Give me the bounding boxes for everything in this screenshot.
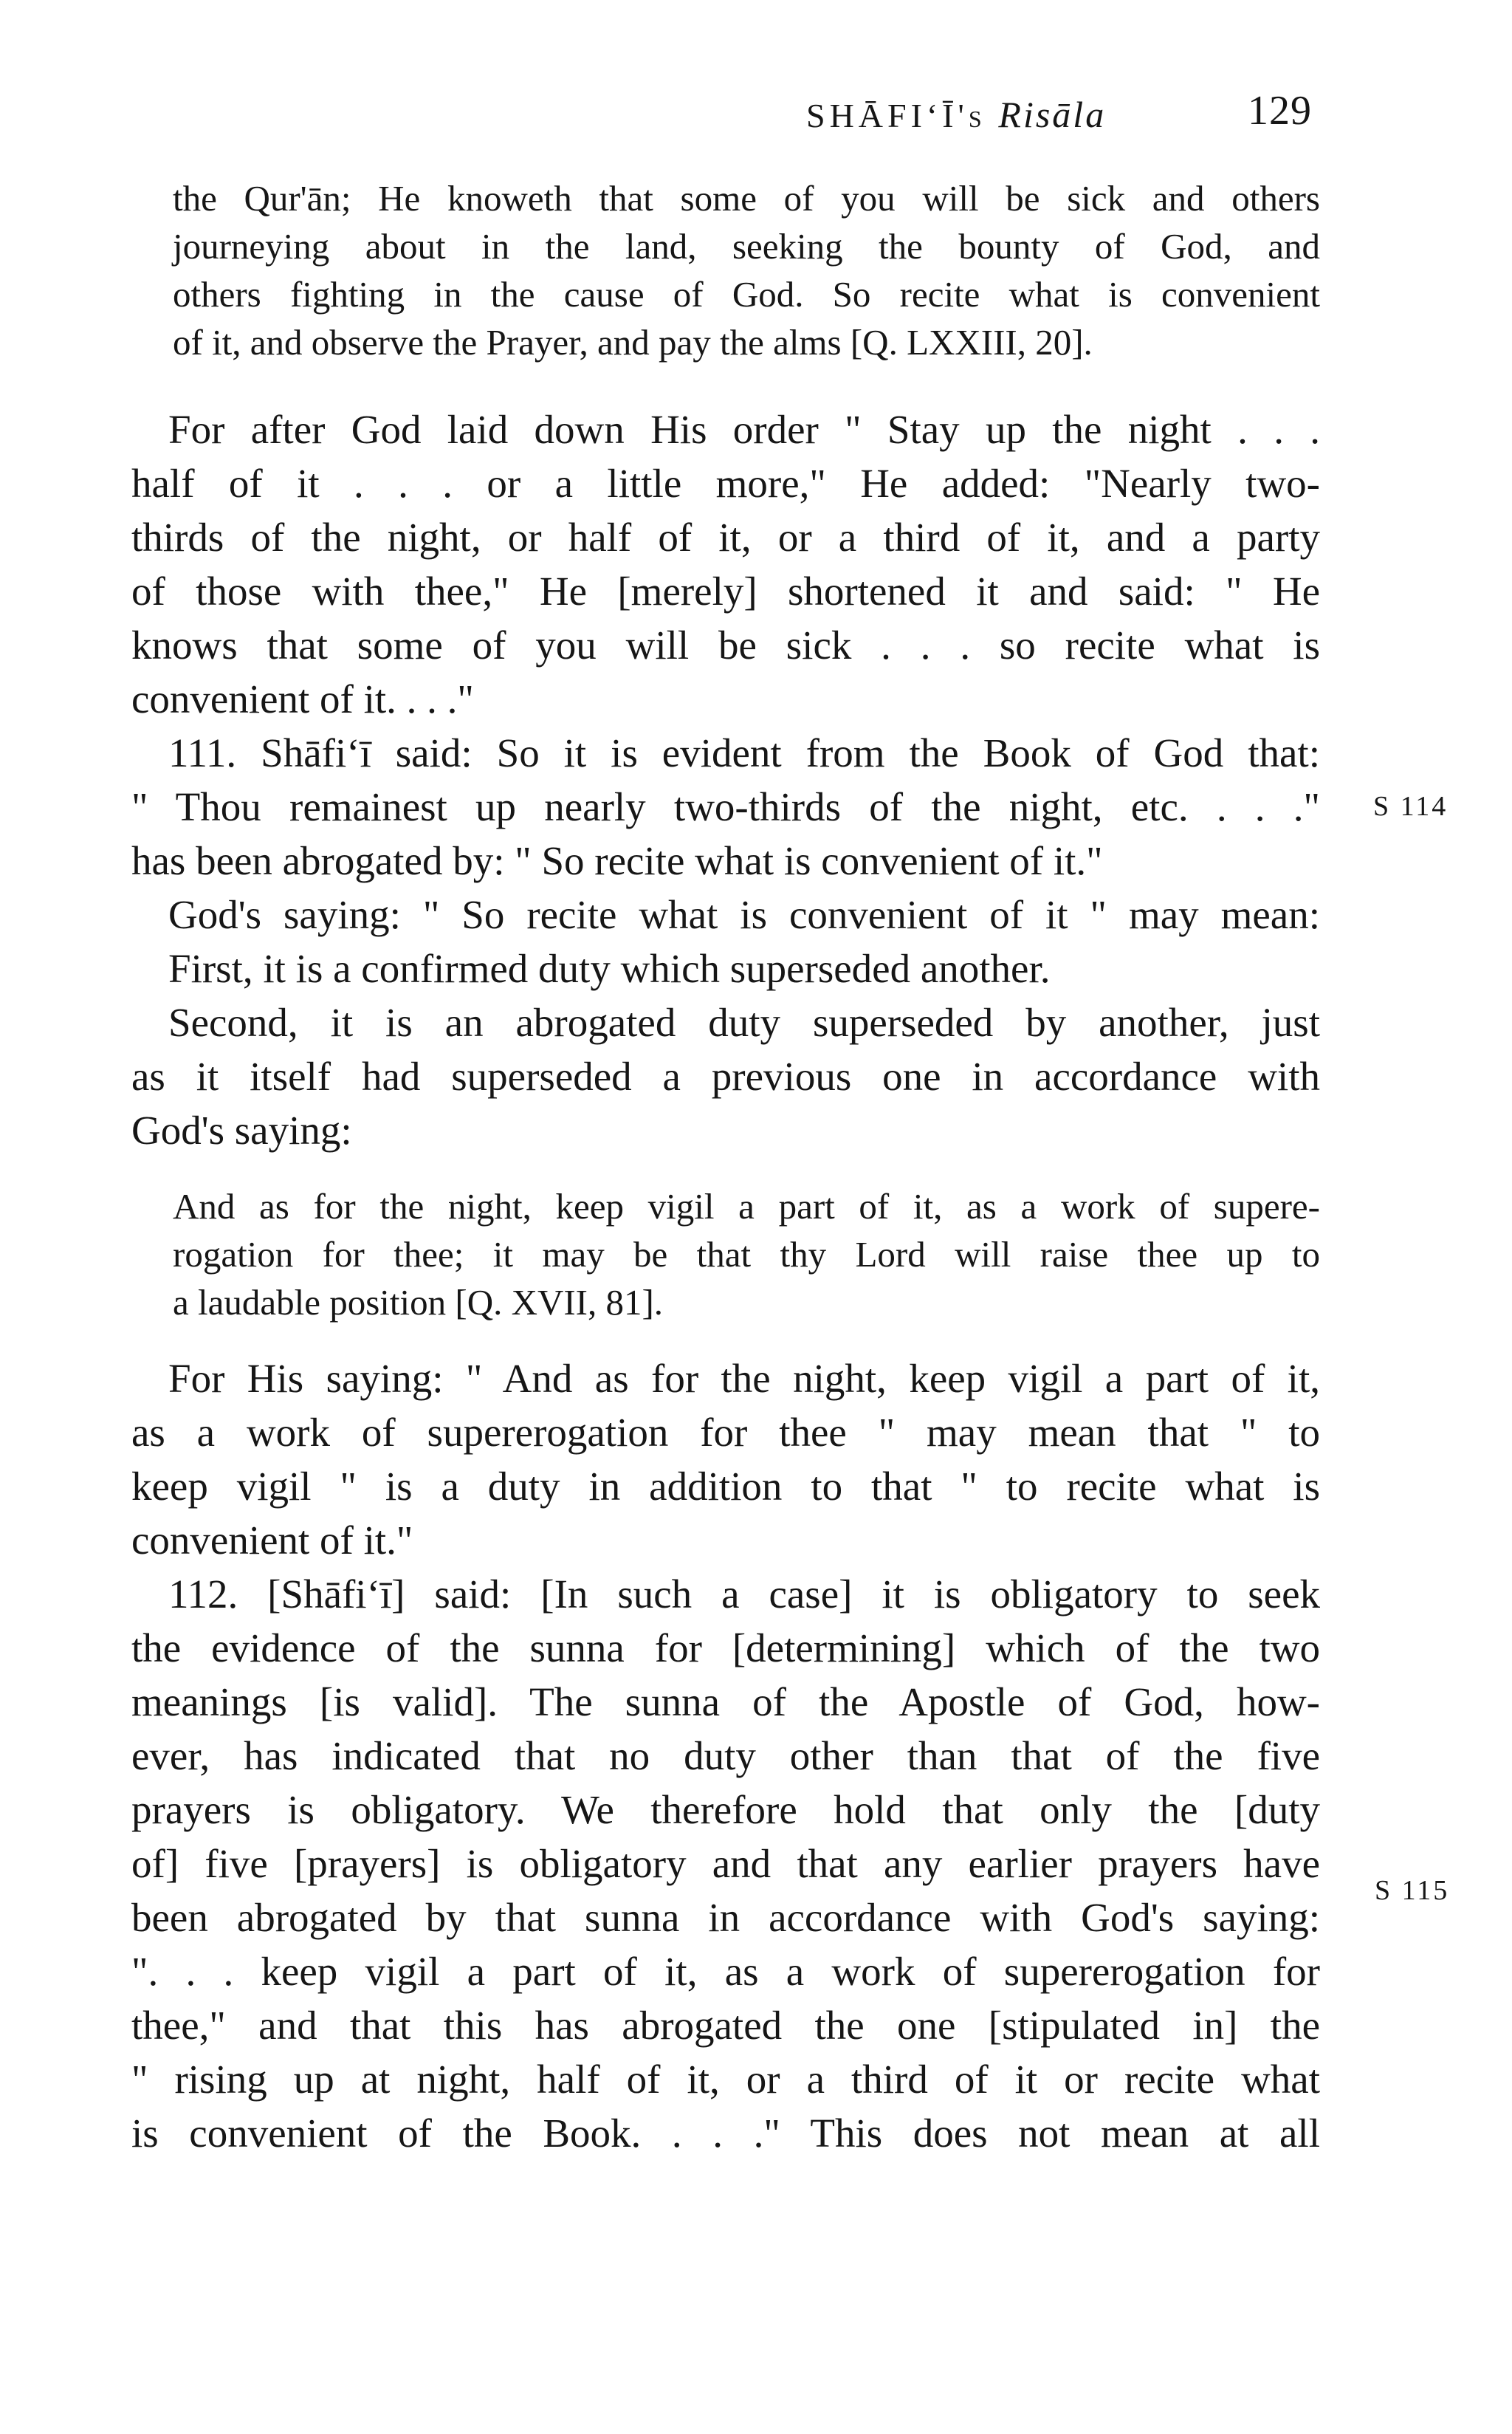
text-line: convenient of it." bbox=[131, 1518, 413, 1563]
quote-line: a laudable position [Q. XVII, 81]. bbox=[173, 1282, 664, 1323]
paragraph-112-start: 112. [Shāfi‘ī] said: [In such a case] it is obligatory to seek bbox=[168, 1571, 1320, 1617]
text-line: " Thou remainest up nearly two-thirds of the night, etc. . . ." bbox=[131, 784, 1320, 829]
text-line: " rising up at night, half of it, or a third of it or recite what bbox=[131, 2057, 1320, 2102]
quote-line: journeying about in the land, seeking the bounty of God, and bbox=[173, 226, 1320, 267]
page-number: 129 bbox=[1248, 88, 1312, 134]
quote-line: rogation for thee; it may be that thy Lord will raise thee up to bbox=[173, 1234, 1320, 1275]
text-line: thee," and that this has abrogated the one [stipulated in] the bbox=[131, 2003, 1320, 2048]
text-line: prayers is obligatory. We therefore hold that only the [duty bbox=[131, 1787, 1320, 1832]
margin-note-s115: S 115 bbox=[1375, 1875, 1450, 1906]
quote-line: of it, and observe the Prayer, and pay the alms [Q. LXXIII, 20]. bbox=[173, 322, 1093, 363]
text-line: thirds of the night, or half of it, or a third of it, and a party bbox=[131, 515, 1320, 560]
body-text bbox=[131, 402, 1320, 2160]
quote-line: others fighting in the cause of God. So recite what is convenient bbox=[173, 274, 1320, 315]
spacer bbox=[131, 1157, 1320, 1182]
block-quote-middle bbox=[131, 1182, 1320, 1326]
text-line: is convenient of the Book. . . ." This does not mean at all bbox=[131, 2111, 1320, 2156]
block-quote-top bbox=[131, 174, 1320, 366]
text-line: meanings [is valid]. The sunna of the Apostle of God, how- bbox=[131, 1679, 1320, 1724]
text-line: has been abrogated by: " So recite what is convenient of it." bbox=[131, 838, 1103, 883]
text-line: the evidence of the sunna for [determining] which of the two bbox=[131, 1625, 1320, 1670]
text-line: convenient of it. . . ." bbox=[131, 676, 474, 721]
quote-line: the Qur'ān; He knoweth that some of you will be sick and others bbox=[173, 178, 1320, 219]
text-line: God's saying: bbox=[131, 1108, 352, 1153]
running-head-name: SHĀFI‘Ī's bbox=[806, 97, 986, 134]
text-line: ever, has indicated that no duty other than that of the five bbox=[131, 1733, 1320, 1778]
running-head bbox=[806, 93, 1106, 136]
text-line: knows that some of you will be sick . . . so recite what is bbox=[131, 623, 1320, 668]
text-line: Second, it is an abrogated duty superseded by another, just bbox=[168, 1000, 1320, 1045]
quote-line: And as for the night, keep vigil a part of it, as a work of supere- bbox=[173, 1186, 1320, 1227]
text-line: For after God laid down His order " Stay up the night . . . bbox=[168, 407, 1320, 452]
text-line: God's saying: " So recite what is convenient of it " may mean: bbox=[168, 892, 1320, 937]
text-line: half of it . . . or a little more," He added: "Nearly two- bbox=[131, 461, 1320, 506]
spacer bbox=[131, 1326, 1320, 1351]
text-line: been abrogated by that sunna in accordance with God's saying: bbox=[131, 1895, 1320, 1940]
text-line: For His saying: " And as for the night, keep vigil a part of it, bbox=[168, 1356, 1320, 1401]
paragraph-111-start: 111. Shāfi‘ī said: So it is evident from the Book of God that: bbox=[168, 730, 1320, 775]
text-line: of those with thee," He [merely] shortened it and said: " He bbox=[131, 569, 1320, 614]
text-line: First, it is a confirmed duty which superseded another. bbox=[168, 946, 1051, 991]
text-line: of] five [prayers] is obligatory and that any earlier prayers have bbox=[131, 1841, 1320, 1886]
text-line: as it itself had superseded a previous one in accordance with bbox=[131, 1054, 1320, 1099]
text-line: ". . . keep vigil a part of it, as a work of supererogation for bbox=[131, 1949, 1320, 1994]
running-head-title: Risāla bbox=[998, 94, 1107, 135]
text-line: keep vigil " is a duty in addition to that " to recite what is bbox=[131, 1464, 1320, 1509]
text-line: as a work of supererogation for thee " may mean that " to bbox=[131, 1410, 1320, 1455]
margin-note-s114: S 114 bbox=[1373, 791, 1449, 822]
page-header bbox=[797, 87, 1329, 146]
